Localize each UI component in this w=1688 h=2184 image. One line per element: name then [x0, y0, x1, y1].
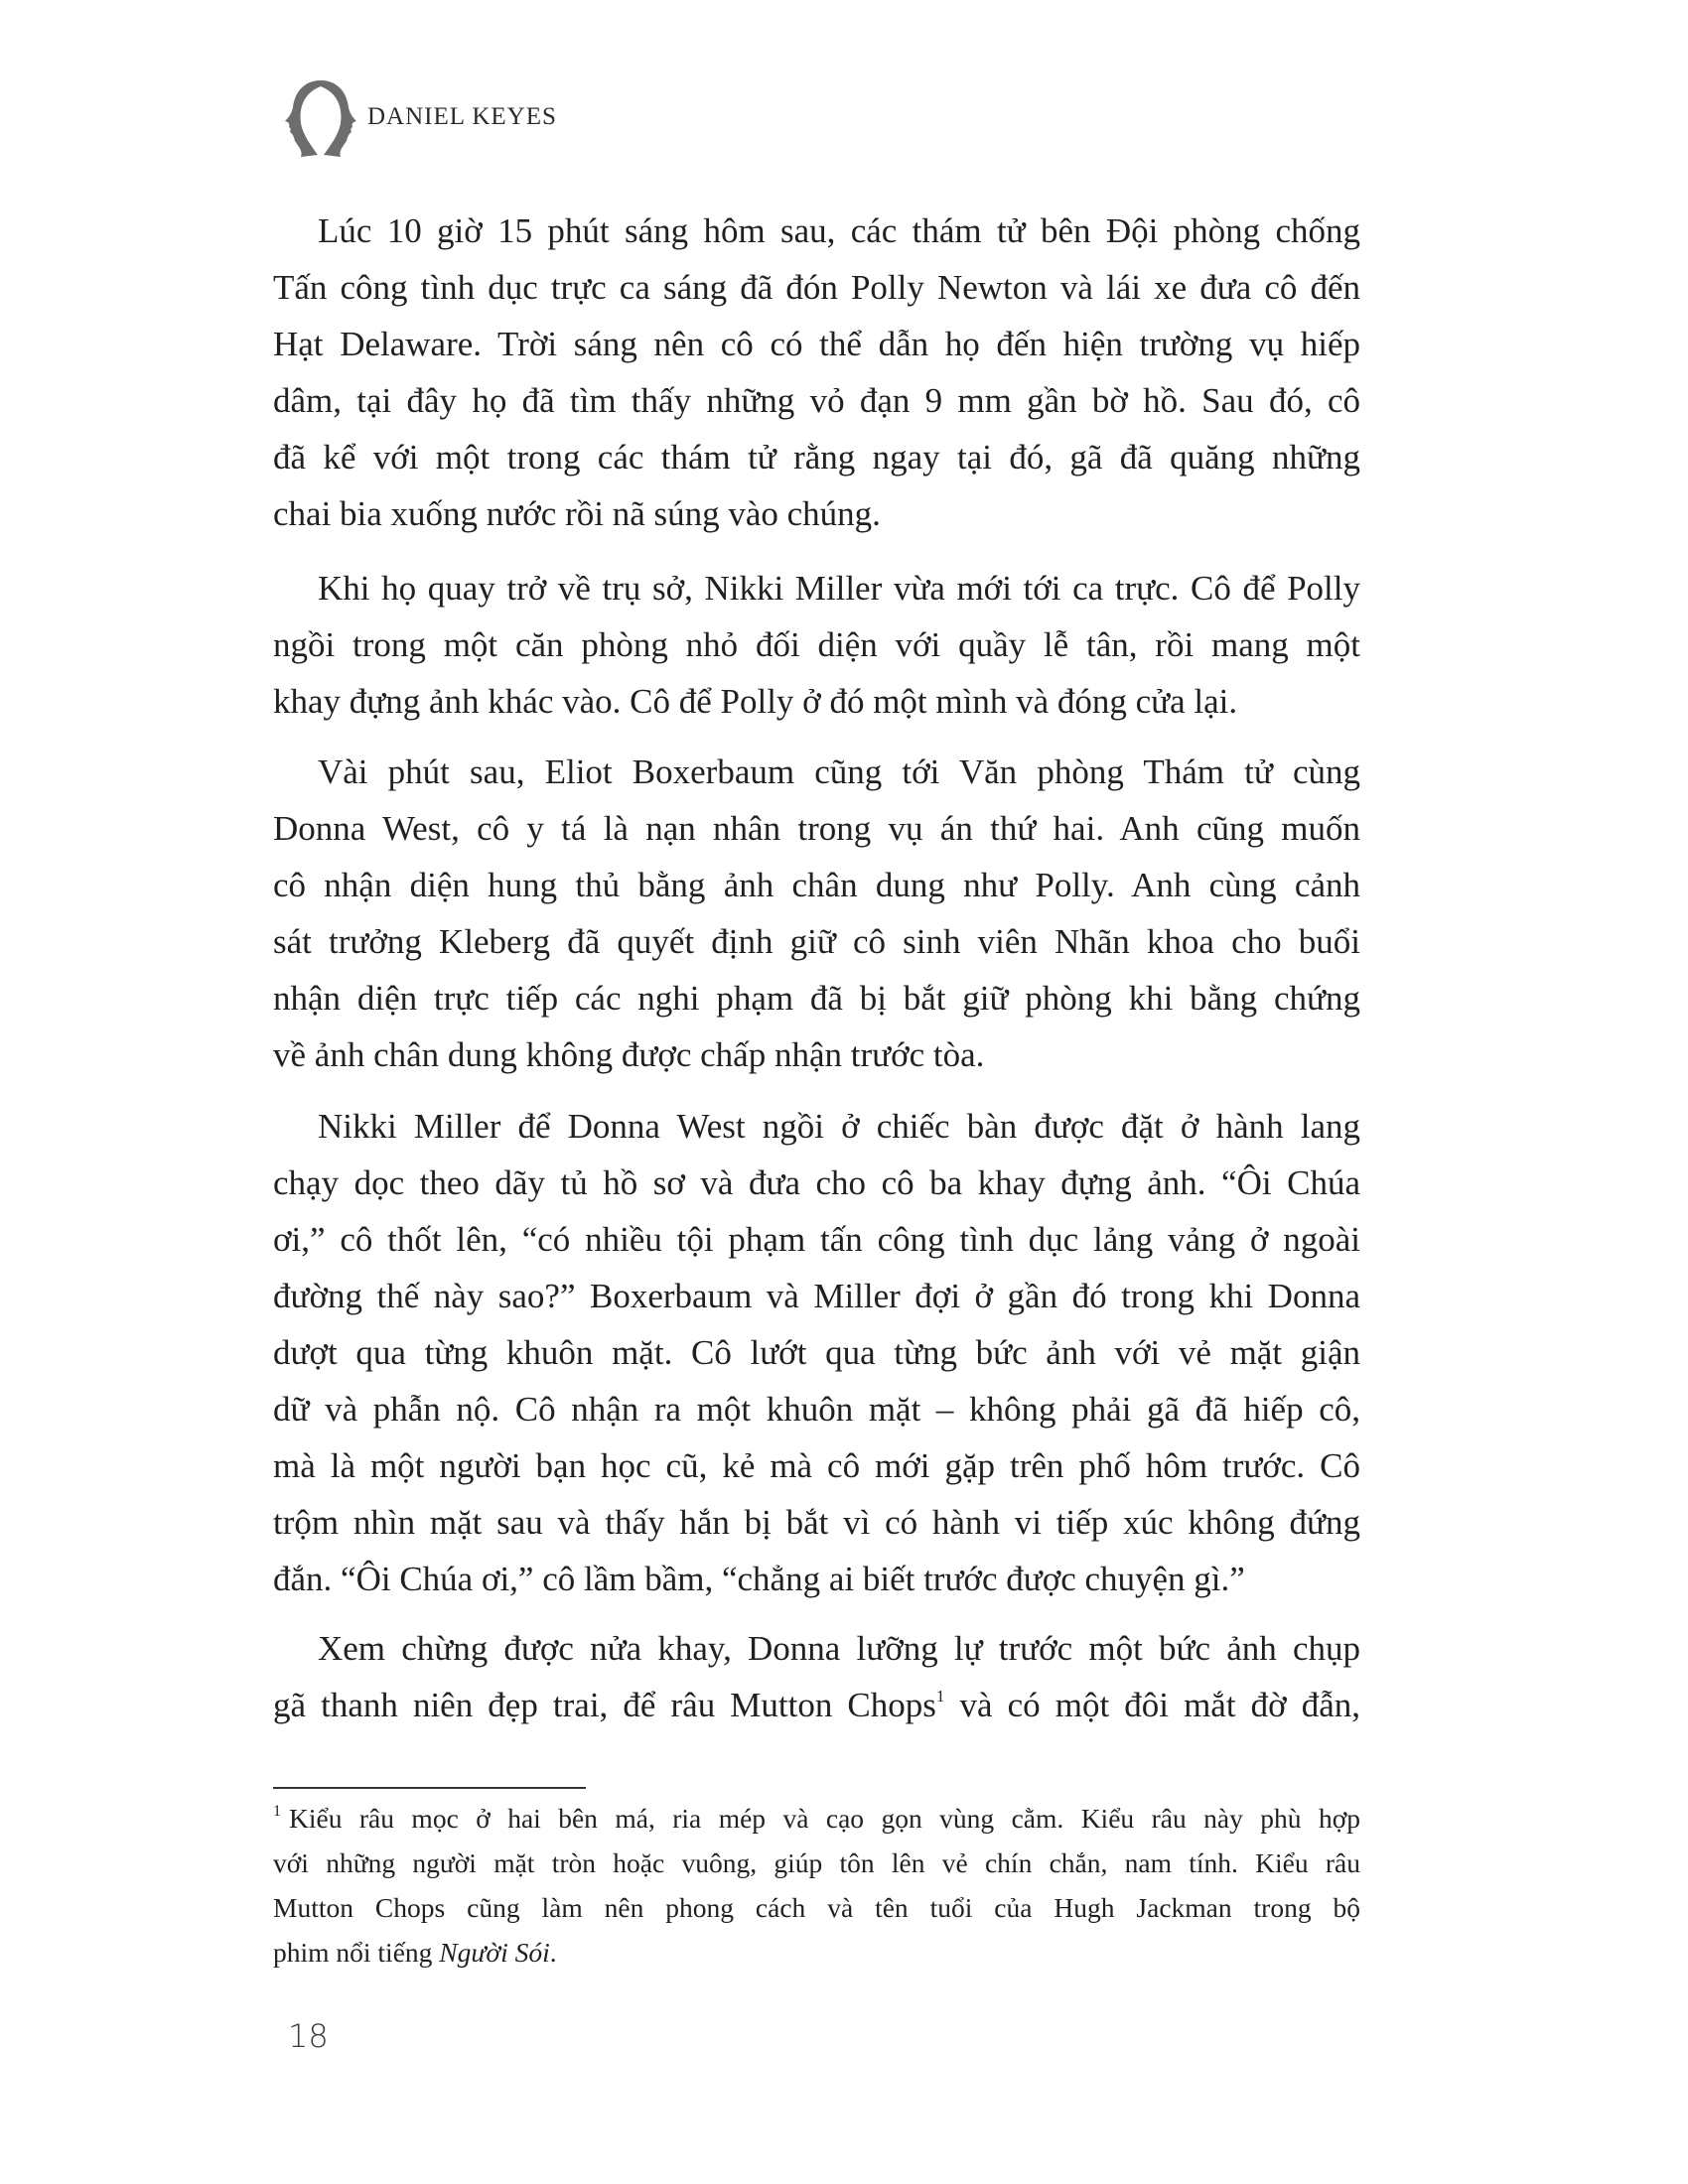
paragraph-3-line: cô nhận diện hung thủ bằng ảnh chân dung như Polly. Anh cùng cảnh [273, 866, 1360, 904]
paragraph-4-line: Nikki Miller để Donna West ngồi ở chiếc bàn được đặt ở hành lang [318, 1107, 1360, 1146]
paragraph-4-line: dượt qua từng khuôn mặt. Cô lướt qua từng bức ảnh với vẻ mặt giận [273, 1333, 1360, 1372]
footnote-line [273, 1933, 1360, 1973]
footnote-line: với những người mặt tròn hoặc vuông, giúp tôn lên vẻ chín chắn, nam tính. Kiểu râu [273, 1847, 1360, 1878]
paragraph-2-line: Khi họ quay trở về trụ sở, Nikki Miller vừa mới tới ca trực. Cô để Polly [318, 569, 1360, 608]
paragraph-5-line-text: và có một đôi mắt đờ đẫn, [959, 1686, 1361, 1724]
paragraph-3-line: nhận diện trực tiếp các nghi phạm đã bị bắt giữ phòng khi bằng chứng [273, 979, 1360, 1018]
footnote-text: Kiểu râu mọc ở hai bên má, ria mép và cạo gọn vùng cằm. Kiểu râu này phù hợp [289, 1803, 1360, 1834]
paragraph-4-line: đường thế này sao?” Boxerbaum và Miller đợi ở gần đó trong khi Donna [273, 1277, 1360, 1315]
footnote-reference[interactable]: 1 [935, 1687, 945, 1706]
paragraph-1-line: Tấn công tình dục trực ca sáng đã đón Polly Newton và lái xe đưa cô đến [273, 268, 1360, 307]
paragraph-2-line: ngồi trong một căn phòng nhỏ đối diện với quầy lễ tân, rồi mang một [273, 625, 1360, 664]
paragraph-2-line: khay đựng ảnh khác vào. Cô để Polly ở đó một mình và đóng cửa lại. [273, 682, 1238, 721]
paragraph-4-line: chạy dọc theo dãy tủ hồ sơ và đưa cho cô ba khay đựng ảnh. “Ôi Chúa [273, 1163, 1360, 1202]
paragraph-3-line: về ảnh chân dung không được chấp nhận trước tòa. [273, 1035, 985, 1074]
running-header-author: DANIEL KEYES [367, 103, 557, 130]
paragraph-1-line: dâm, tại đây họ đã tìm thấy những vỏ đạn 9 mm gần bờ hồ. Sau đó, cô [273, 381, 1360, 420]
paragraph-5-line [273, 1681, 1360, 1730]
paragraph-5-line: Xem chừng được nửa khay, Donna lưỡng lự trước một bức ảnh chụp [318, 1629, 1360, 1668]
footnote-line: Mutton Chops cũng làm nên phong cách và tên tuổi của Hugh Jackman trong bộ [273, 1892, 1360, 1923]
paragraph-3-line: Donna West, cô y tá là nạn nhân trong vụ án thứ hai. Anh cũng muốn [273, 809, 1360, 848]
paragraph-3-line: Vài phút sau, Eliot Boxerbaum cũng tới Văn phòng Thám tử cùng [318, 752, 1360, 791]
page-number: 18 [288, 2017, 329, 2055]
paragraph-4-line: mà là một người bạn học cũ, kẻ mà cô mới gặp trên phố hôm trước. Cô [273, 1446, 1360, 1485]
paragraph-3-line: sát trưởng Kleberg đã quyết định giữ cô sinh viên Nhãn khoa cho buổi [273, 922, 1360, 961]
paragraph-1-line: Hạt Delaware. Trời sáng nên cô có thể dẫn họ đến hiện trường vụ hiếp [273, 325, 1360, 363]
paragraph-1-line: chai bia xuống nước rồi nã súng vào chúng. [273, 494, 881, 533]
paragraph-1-line: Lúc 10 giờ 15 phút sáng hôm sau, các thám tử bên Đội phòng chống [318, 211, 1360, 250]
footnote-text: phim nổi tiếng [273, 1937, 440, 1968]
footnote-end-punct: . [549, 1937, 557, 1968]
footnote-number: 1 [273, 1803, 281, 1820]
footnote-film-title: Người Sói [439, 1937, 550, 1968]
paragraph-4-line: dữ và phẫn nộ. Cô nhận ra một khuôn mặt – không phải gã đã hiếp cô, [273, 1390, 1360, 1429]
two-face-silhouettes-logo [281, 77, 360, 159]
footnote-separator [273, 1787, 586, 1789]
paragraph-4-line: trộm nhìn mặt sau và thấy hắn bị bắt vì có hành vi tiếp xúc không đứng [273, 1503, 1360, 1542]
footnote-line [273, 1799, 1360, 1839]
paragraph-4-line: đắn. “Ôi Chúa ơi,” cô lầm bầm, “chẳng ai biết trước được chuyện gì.” [273, 1560, 1245, 1598]
paragraph-4-line: ơi,” cô thốt lên, “có nhiều tội phạm tấn công tình dục lảng vảng ở ngoài [273, 1220, 1360, 1259]
paragraph-1-line: đã kể với một trong các thám tử rằng ngay tại đó, gã đã quăng những [273, 438, 1360, 477]
paragraph-5-line-text: gã thanh niên đẹp trai, để râu Mutton Chops [273, 1686, 936, 1724]
